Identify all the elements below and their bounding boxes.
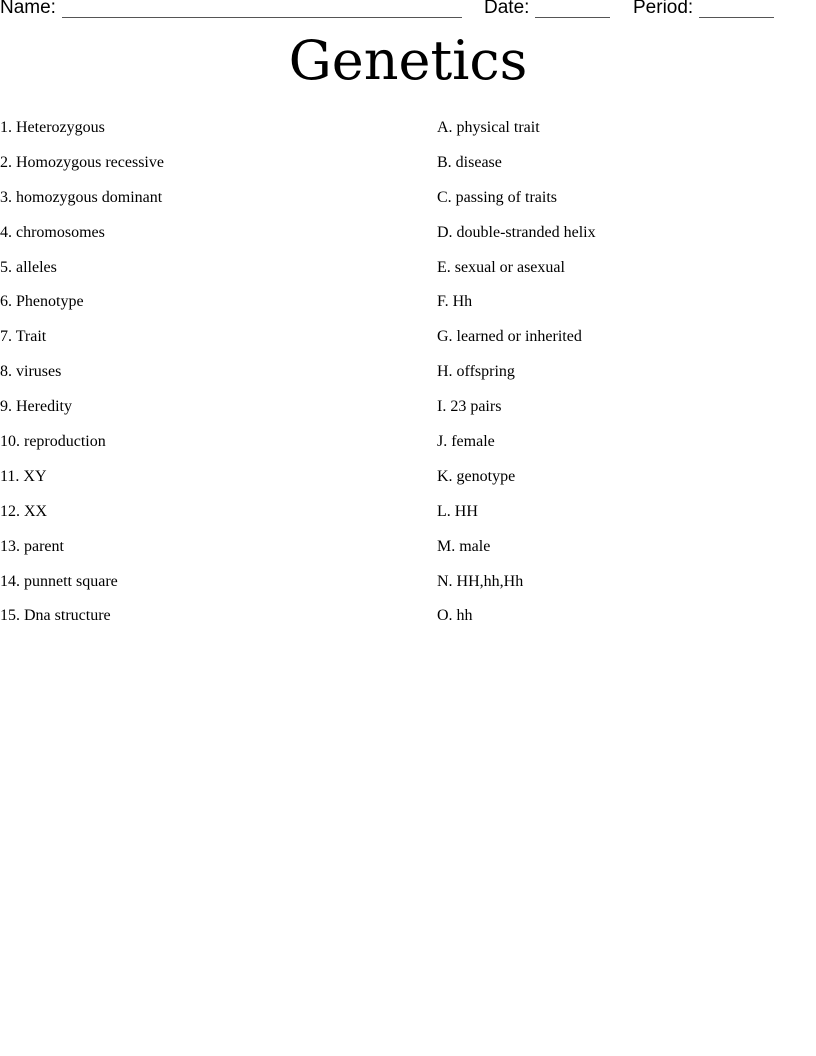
term-item: 14. punnett square: [0, 572, 118, 590]
term-item: 6. Phenotype: [0, 293, 84, 311]
term-item: 5. alleles: [0, 258, 57, 276]
definition-item: D. double-stranded helix: [437, 223, 596, 241]
date-label: Date:: [484, 0, 530, 18]
definition-item: N. HH,hh,Hh: [437, 572, 524, 590]
definitions-list: [437, 111, 596, 634]
definition-item: C. passing of traits: [437, 188, 557, 206]
term-item: 12. XX: [0, 502, 48, 520]
term-item: 3. homozygous dominant: [0, 188, 163, 206]
definition-item: I. 23 pairs: [437, 398, 502, 416]
term-item: 11. XY: [0, 467, 47, 485]
page-title: Genetics: [288, 29, 528, 92]
definition-item: A. physical trait: [437, 119, 540, 136]
term-item: 13. parent: [0, 537, 64, 555]
period-blank[interactable]: [699, 17, 774, 18]
definition-item: F. Hh: [437, 293, 473, 311]
definition-item: G. learned or inherited: [437, 328, 582, 346]
definition-item: J. female: [437, 433, 495, 451]
definition-item: L. HH: [437, 502, 478, 520]
term-item: 9. Heredity: [0, 398, 72, 416]
term-item: 1. Heterozygous: [0, 119, 105, 136]
definition-item: B. disease: [437, 153, 502, 171]
term-item: 10. reproduction: [0, 433, 106, 451]
definition-item: O. hh: [437, 607, 473, 625]
date-blank[interactable]: [535, 17, 610, 18]
term-item: 2. Homozygous recessive: [0, 153, 164, 171]
term-item: 8. viruses: [0, 363, 62, 381]
term-item: 7. Trait: [0, 328, 47, 346]
period-label: Period:: [633, 0, 694, 18]
definition-item: K. genotype: [437, 467, 516, 485]
worksheet-header: [0, 0, 816, 23]
definition-item: E. sexual or asexual: [437, 258, 565, 276]
terms-list: [0, 111, 164, 634]
term-item: 4. chromosomes: [0, 223, 105, 241]
definition-item: H. offspring: [437, 363, 515, 381]
name-label: Name:: [0, 0, 56, 18]
definition-item: M. male: [437, 537, 491, 555]
term-item: 15. Dna structure: [0, 607, 111, 625]
name-blank[interactable]: [62, 17, 462, 18]
